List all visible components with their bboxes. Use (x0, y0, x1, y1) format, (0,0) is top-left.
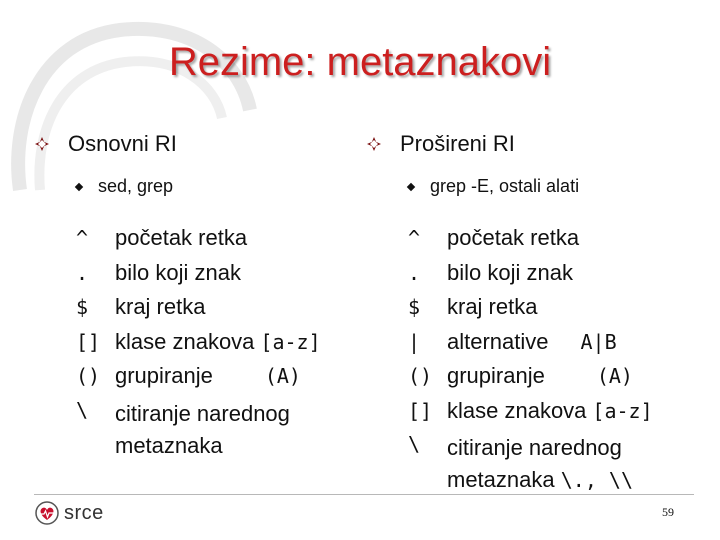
table-row (76, 329, 321, 364)
metachar-description: početak retka (447, 225, 580, 250)
table-row (408, 432, 653, 496)
table-row (408, 294, 653, 329)
right-metachar-table (408, 225, 653, 496)
metachar-symbol: ^ (76, 226, 89, 250)
metachar-symbol: . (76, 260, 89, 285)
metachar-description-continued: metaznaka (115, 432, 223, 458)
metachar-symbol: ^ (408, 226, 421, 250)
metachar-symbol: | (408, 329, 421, 354)
metachar-example: \., \\ (560, 468, 633, 492)
right-sub: grep -E, ostali alati (430, 176, 580, 196)
page-number: 59 (662, 505, 674, 519)
logo-text: srce (64, 501, 104, 524)
sub-bullet-icon (407, 182, 415, 190)
footer-divider (34, 494, 694, 495)
metachar-example: A|B (580, 329, 617, 354)
diamond-bullet-icon (34, 136, 50, 152)
metachar-description: kraj retka (447, 294, 538, 319)
table-row (76, 398, 321, 462)
metachar-description-continued: metaznaka (447, 467, 555, 492)
left-heading: Osnovni RI (68, 131, 177, 156)
table-row (408, 329, 653, 364)
heart-logo-icon (34, 500, 60, 526)
diamond-bullet-icon (366, 136, 382, 152)
metachar-example: [a-z] (260, 329, 321, 354)
slide-title: Rezime: metaznakovi (168, 40, 552, 84)
metachar-symbol: \ (76, 397, 89, 422)
table-row (76, 260, 321, 295)
table-row (76, 363, 321, 398)
metachar-description: grupiranje (447, 363, 545, 388)
metachar-example: (A) (596, 364, 633, 388)
table-row (408, 398, 653, 433)
left-metachar-table (76, 225, 321, 462)
metachar-description: bilo koji znak (115, 259, 241, 285)
metachar-description: citiranje narednog (115, 400, 290, 426)
metachar-description: alternative (447, 328, 549, 354)
left-column (34, 130, 321, 462)
metachar-symbol: $ (76, 295, 89, 319)
table-row (408, 225, 653, 260)
metachar-description: grupiranje (115, 363, 213, 388)
metachar-description: bilo koji znak (447, 259, 573, 285)
metachar-description: klase znakova (447, 397, 587, 423)
metachar-symbol: () (408, 364, 433, 388)
right-column (366, 130, 653, 496)
sub-bullet-icon (75, 182, 83, 190)
table-row (76, 225, 321, 260)
metachar-description: klase znakova (115, 328, 255, 354)
metachar-description: citiranje narednog (447, 435, 622, 460)
right-heading-row (366, 130, 653, 158)
metachar-symbol: [] (408, 398, 433, 423)
table-row (76, 294, 321, 329)
left-sub-row (76, 176, 321, 197)
metachar-symbol: [] (76, 329, 101, 354)
right-heading: Prošireni RI (400, 131, 515, 156)
right-sub-row (408, 176, 653, 197)
metachar-symbol: \ (408, 432, 421, 456)
metachar-description: početak retka (115, 225, 248, 250)
left-sub: sed, grep (98, 176, 174, 196)
left-heading-row (34, 130, 321, 158)
metachar-description: kraj retka (115, 294, 206, 319)
metachar-symbol: () (76, 364, 101, 388)
metachar-example: [a-z] (592, 398, 653, 423)
metachar-example: (A) (264, 364, 301, 388)
table-row (408, 363, 653, 398)
table-row (408, 260, 653, 295)
metachar-symbol: . (408, 260, 421, 285)
srce-logo (34, 500, 104, 526)
metachar-symbol: $ (408, 295, 421, 319)
